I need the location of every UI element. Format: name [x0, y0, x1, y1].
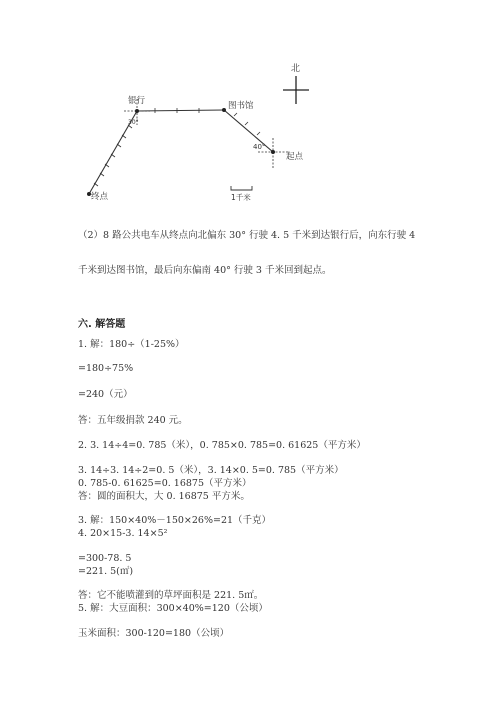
- solution-line: =221. 5(㎡): [78, 566, 134, 577]
- angle-30-label: 30°: [128, 119, 139, 126]
- library-label: 图书馆: [228, 101, 254, 111]
- solution-line: 答：五年级捐款 240 元。: [78, 415, 188, 426]
- answer-2-line2: 千米到达图书馆，最后向东偏南 40° 行驶 3 千米回到起点。: [78, 265, 332, 276]
- solution-line: 0. 785-0. 61625=0. 16875（平方米）: [78, 478, 252, 489]
- answer-2-line1: （2）8 路公共电车从终点向北偏东 30° 行驶 4. 5 千米到达银行后，向东行驶 4: [78, 230, 416, 241]
- solution-line: 1. 解：180÷（1-25%）: [78, 339, 185, 350]
- route-bank-to-library: [137, 110, 224, 111]
- north-label: 北: [291, 64, 301, 74]
- start-point: [271, 150, 275, 154]
- route-map: [0, 0, 500, 210]
- library-point: [222, 108, 226, 112]
- solution-line: 5. 解：大豆面积：300×40%=120（公顷）: [78, 603, 268, 614]
- solution-line: 3. 解：150×40%－150×26%=21（千克）: [78, 515, 272, 526]
- solution-line: 答：圆的面积大，大 0. 16875 平方米。: [78, 491, 250, 502]
- scale-label: 1千米: [231, 193, 251, 202]
- solution-line: 4. 20×15-3. 14×5²: [78, 528, 168, 539]
- start-label: 起点: [286, 152, 304, 162]
- solution-line: =300-78. 5: [78, 553, 132, 564]
- end-label: 终点: [91, 192, 109, 202]
- solution-line: 玉米面积：300-120=180（公顷）: [78, 628, 230, 639]
- solution-line: 2. 3. 14÷4=0. 785（米），0. 785×0. 785=0. 61625（平方米）: [78, 440, 366, 451]
- solution-line: =180÷75%: [78, 363, 134, 374]
- scale-bar: [231, 186, 252, 190]
- section-heading: 六. 解答题: [78, 319, 126, 330]
- bank-point: [135, 109, 139, 113]
- solution-line: =240（元）: [78, 389, 133, 400]
- solution-line: 答：它不能喷灌到的草坪面积是 221. 5㎡。: [78, 590, 264, 601]
- bank-label: 银行: [128, 96, 146, 106]
- angle-40-label: 40°: [253, 143, 266, 151]
- compass-icon: [283, 76, 309, 104]
- route-library-to-start: [224, 110, 273, 152]
- solution-line: 3. 14÷3. 14÷2=0. 5（米），3. 14×0. 5=0. 785（平方米）: [78, 465, 344, 476]
